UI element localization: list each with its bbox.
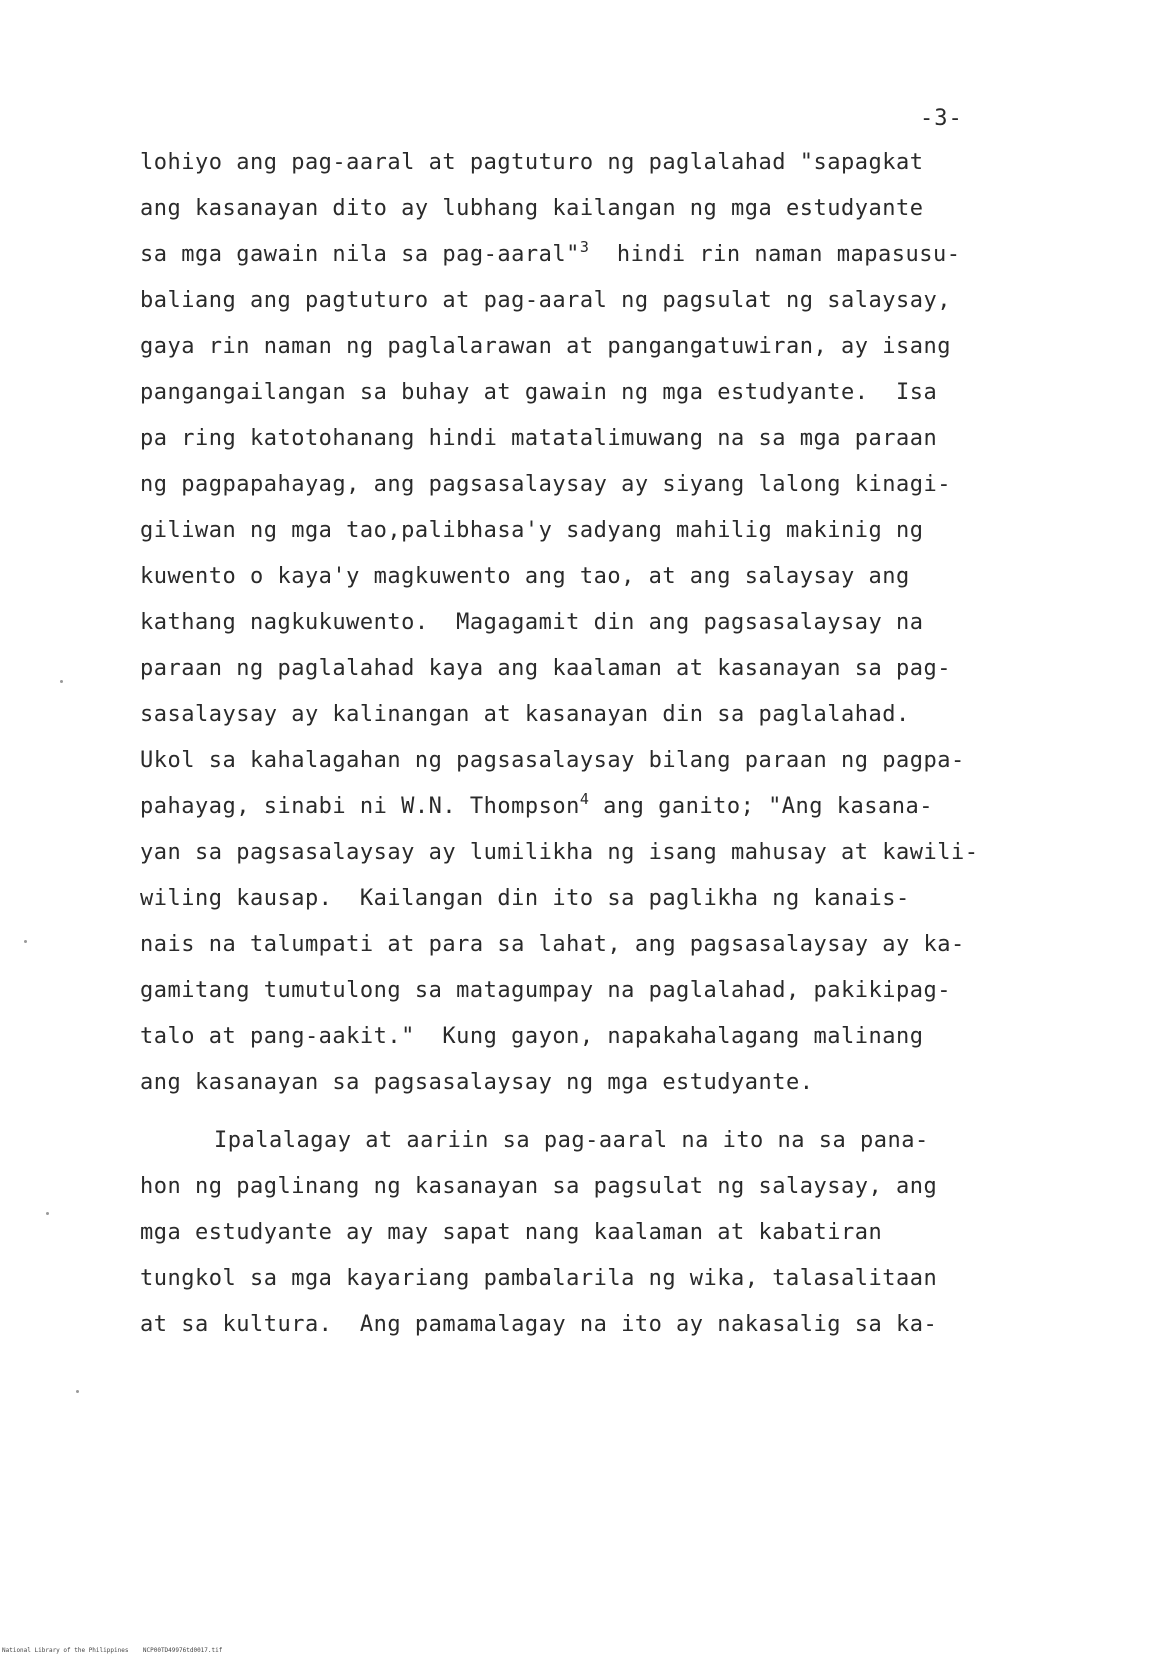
- text-line: wiling kausap. Kailangan din ito sa paglikha ng kanais-: [140, 886, 910, 911]
- text-fragment: ang ganito; "Ang kasana-: [603, 794, 934, 819]
- text-fragment: sa mga gawain nila sa pag-aaral": [140, 242, 580, 267]
- footnote-ref-3: 3: [579, 238, 590, 256]
- text-line: ng pagpapahayag, ang pagsasalaysay ay siyang lalong kinagi-: [140, 472, 951, 497]
- text-line: ang kasanayan dito ay lubhang kailangan ng mga estudyante: [140, 196, 924, 221]
- scan-footer: National Library of the Philippines NCP00TD49976td0017.tif: [2, 1647, 223, 1654]
- text-line: pangangailangan sa buhay at gawain ng mga estudyante. Isa: [140, 380, 938, 405]
- text-fragment: hindi rin naman mapasusu-: [616, 242, 961, 267]
- text-line: yan sa pagsasalaysay ay lumilikha ng isang mahusay at kawili-: [140, 840, 979, 865]
- text-line: kuwento o kaya'y magkuwento ang tao, at ang salaysay ang: [140, 564, 910, 589]
- text-fragment: pahayag, sinabi ni W.N. Thompson: [140, 794, 580, 819]
- paragraph-gap: [140, 1106, 1020, 1118]
- text-line: [140, 784, 1020, 830]
- page-number: -3-: [920, 106, 963, 131]
- text-line: nais na talumpati at para sa lahat, ang pagsasalaysay ay ka-: [140, 932, 965, 957]
- text-line: talo at pang-aakit." Kung gayon, napakahalagang malinang: [140, 1024, 924, 1049]
- footnote-ref-4: 4: [579, 790, 590, 808]
- text-line: paraan ng paglalahad kaya ang kaalaman at kasanayan sa pag-: [140, 656, 951, 681]
- text-line: lohiyo ang pag-aaral at pagtuturo ng paglalahad "sapagkat: [140, 150, 924, 175]
- text-line: gamitang tumutulong sa matagumpay na paglalahad, pakikipag-: [140, 978, 951, 1003]
- text-line: giliwan ng mga tao,palibhasa'y sadyang mahilig makinig ng: [140, 518, 924, 543]
- text-line: tungkol sa mga kayariang pambalarila ng wika, talasalitaan: [140, 1266, 938, 1291]
- text-line: mga estudyante ay may sapat nang kaalaman at kabatiran: [140, 1220, 883, 1245]
- scan-speck: [60, 680, 63, 683]
- text-line: Ipalalagay at aariin sa pag-aaral na ito na sa pana-: [214, 1128, 929, 1153]
- text-line: [140, 232, 1020, 278]
- text-line: kathang nagkukuwento. Magagamit din ang pagsasalaysay na: [140, 610, 924, 635]
- text-line: Ukol sa kahalagahan ng pagsasalaysay bilang paraan ng pagpa-: [140, 748, 965, 773]
- text-line: pa ring katotohanang hindi matatalimuwang na sa mga paraan: [140, 426, 938, 451]
- scan-speck: [76, 1390, 79, 1393]
- text-line: ang kasanayan sa pagsasalaysay ng mga estudyante.: [140, 1070, 814, 1095]
- text-line: gaya rin naman ng paglalarawan at pangangatuwiran, ay isang: [140, 334, 951, 359]
- scan-speck: [46, 1212, 49, 1215]
- text-line: sasalaysay ay kalinangan at kasanayan din sa paglalahad.: [140, 702, 910, 727]
- text-line: hon ng paglinang ng kasanayan sa pagsulat ng salaysay, ang: [140, 1174, 938, 1199]
- text-line: baliang ang pagtuturo at pag-aaral ng pagsulat ng salaysay,: [140, 288, 951, 313]
- body-text: [140, 140, 1020, 1348]
- scan-speck: [24, 940, 27, 943]
- text-line: at sa kultura. Ang pamamalagay na ito ay nakasalig sa ka-: [140, 1312, 938, 1337]
